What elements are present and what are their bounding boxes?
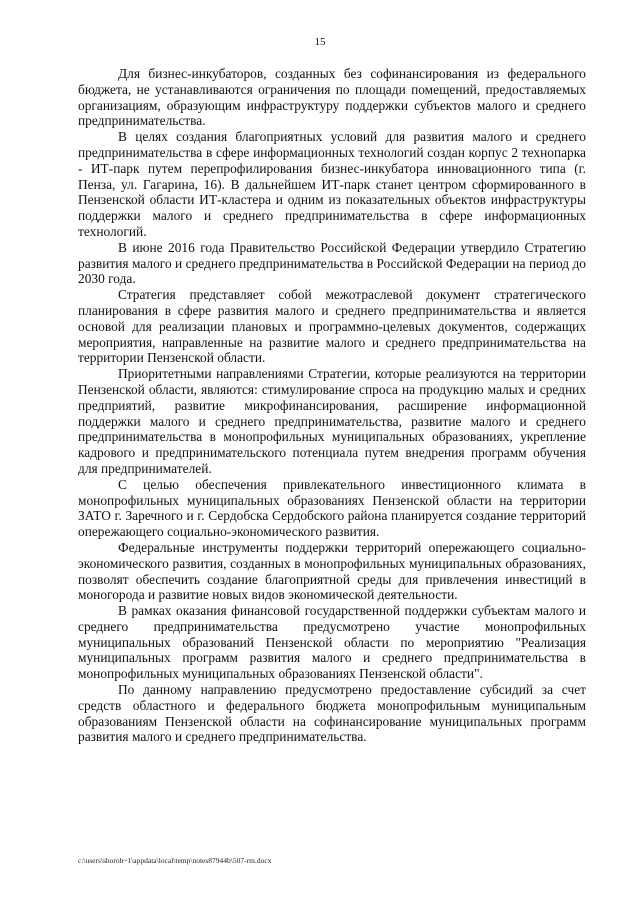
paragraph-business-incubators: Для бизнес-инкубаторов, созданных без софинансирования из федерального бюджета, не устанавливаются ограничения по площади помещений, предоставляемых организациям, образующим инфраструктуру поддержки субъектов малого и среднего предпринимательства. bbox=[78, 66, 586, 129]
paragraph-financial-support: В рамках оказания финансовой государственной поддержки субъектам малого и среднего предпринимательства предусмотрено участие монопрофильных муниципальных образований Пензенской области по мероприятию "Реализация муниципальных программ развития малого и среднего предпринимательства в монопрофильных муниципальных образованиях Пензенской области". bbox=[78, 603, 586, 682]
paragraph-investment-climate: С целью обеспечения привлекательного инвестиционного климата в монопрофильных муниципальных образованиях Пензенской области на территории ЗАТО г. Заречного и г. Сердобска Сердобского района планируется создание территорий опережающего социально-экономического развития. bbox=[78, 476, 586, 540]
document-body bbox=[78, 66, 586, 745]
paragraph-strategy-description: Стратегия представляет собой межотраслевой документ стратегического планирования в сфере развития малого и среднего предпринимательства и является основой для реализации плановых и программно-целевых документов, содержащих мероприятия, направленные на развитие малого и среднего предпринимательства на территории Пензенской области. bbox=[78, 287, 586, 366]
paragraph-it-park: В целях создания благоприятных условий для развития малого и среднего предпринимательства в сфере информационных технологий создан корпус 2 технопарка - ИТ-парк путем перепрофилирования бизнес-инкубатора инновационного типа (г. Пенза, ул. Гагарина, 16). В дальнейшем ИТ-парк станет центром сформированного в Пензенской области ИТ-кластера и одним из показательных объектов инфраструктуры поддержки малого и среднего предпринимательства в сфере информационных технологий. bbox=[78, 129, 586, 239]
page-number: 15 bbox=[314, 36, 326, 48]
paragraph-priority-directions: Приоритетными направлениями Стратегии, которые реализуются на территории Пензенской области, являются: стимулирование спроса на продукцию малых и средних предприятий, развитие микрофинансирования, расширение информационной поддержки малого и среднего предпринимательства, развитие малого и среднего предпринимательства в монопрофильных муниципальных образованиях, укрепление кадрового и предпринимательского потенциала путем внедрения программ обучения для предпринимателей. bbox=[78, 366, 586, 476]
footer-file-path: c:\users\shorob~1\appdata\local\temp\notes87944b\507-rm.docx bbox=[78, 856, 272, 865]
paragraph-subsidies: По данному направлению предусмотрено предоставление субсидий за счет средств областного и федерального бюджета монопрофильным муниципальным образованиям Пензенской области на софинансирование муниципальных программ развития малого и среднего предпринимательства. bbox=[78, 682, 586, 745]
paragraph-strategy-approval: В июне 2016 года Правительство Российской Федерации утвердило Стратегию развития малого и среднего предпринимательства в Российской Федерации на период до 2030 года. bbox=[78, 239, 586, 287]
paragraph-federal-instruments: Федеральные инструменты поддержки территорий опережающего социально-экономического развития, созданных в монопрофильных муниципальных образованиях, позволят обеспечить создание благоприятной среды для привлечения инвестиций в моногорода и развитие новых видов экономической деятельности. bbox=[78, 539, 586, 603]
